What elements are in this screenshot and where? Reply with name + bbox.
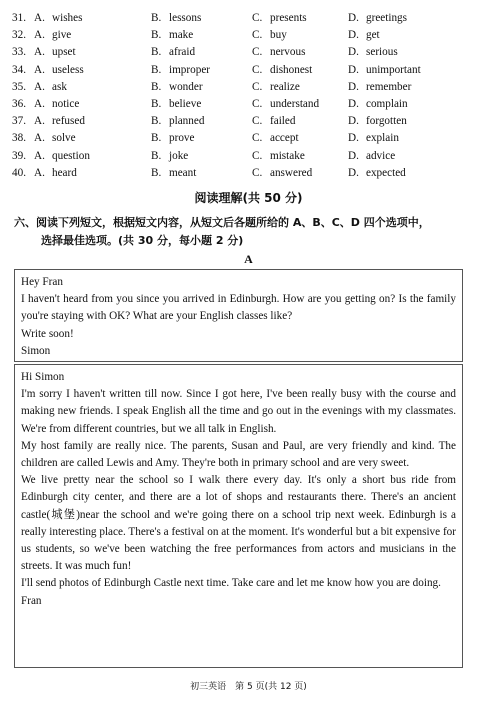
option-word: understand <box>270 97 320 110</box>
option-a <box>34 96 151 113</box>
option-letter: D. <box>348 132 359 145</box>
option-c <box>252 62 348 79</box>
option-d <box>348 10 468 27</box>
option-letter: A. <box>34 115 45 128</box>
instructions-line-1: 六、阅读下列短文，根据短文内容，从短文后各题所给的 A、B、C、D 四个选项中， <box>14 216 430 229</box>
option-word: unimportant <box>366 63 421 76</box>
option-letter: B. <box>151 166 162 179</box>
option-letter: D. <box>348 46 359 59</box>
option-a <box>34 62 151 79</box>
option-letter: A. <box>34 46 45 59</box>
option-letter: D. <box>348 63 359 76</box>
option-letter: A. <box>34 97 45 110</box>
option-letter: C. <box>252 12 263 24</box>
option-word: believe <box>169 97 202 110</box>
option-letter: C. <box>252 29 263 42</box>
letter-signature: Fran <box>21 594 42 607</box>
option-c <box>252 148 348 165</box>
option-letter: B. <box>151 63 162 76</box>
option-word: advice <box>366 149 396 162</box>
option-letter: C. <box>252 115 263 128</box>
option-letter: A. <box>34 80 45 93</box>
letter-paragraph: My host family are really nice. The parents, Susan and Paul, are very friendly and kind. The children are called Lewis and Amy. They're both in primary school and are very sweet. <box>21 439 456 470</box>
letter-paragraph: I'll send photos of Edinburgh Castle next time. Take care and let me know how you are doing. <box>21 577 441 590</box>
option-row <box>12 148 487 165</box>
option-word: complain <box>366 97 408 110</box>
option-letter: D. <box>348 149 359 162</box>
option-c <box>252 44 348 61</box>
option-letter: B. <box>151 46 162 59</box>
option-c <box>252 165 348 182</box>
option-row <box>12 96 487 113</box>
option-word: forgotten <box>366 115 407 128</box>
option-word: ask <box>52 80 67 93</box>
option-word: improper <box>169 63 211 76</box>
option-word: notice <box>52 97 80 110</box>
option-word: greetings <box>366 12 408 24</box>
instructions <box>14 214 487 250</box>
option-word: meant <box>169 166 197 179</box>
option-word: wishes <box>52 12 83 24</box>
option-word: explain <box>366 132 399 145</box>
option-b <box>151 62 252 79</box>
option-c <box>252 79 348 96</box>
option-c <box>252 10 348 27</box>
option-letter: D. <box>348 80 359 93</box>
option-letter: C. <box>252 46 263 59</box>
option-word: presents <box>270 12 307 24</box>
option-word: expected <box>366 166 406 179</box>
option-row <box>12 130 487 147</box>
option-d <box>348 62 468 79</box>
letter-signature: Simon <box>21 344 51 357</box>
letter-from-fran <box>14 364 463 668</box>
option-a <box>34 130 151 147</box>
option-word: upset <box>52 46 76 59</box>
question-number: 31. <box>12 12 26 24</box>
option-d <box>348 148 468 165</box>
option-d <box>348 96 468 113</box>
option-letter: A. <box>34 132 45 145</box>
option-word: heard <box>52 166 77 179</box>
option-word: mistake <box>270 149 305 162</box>
option-c <box>252 130 348 147</box>
option-word: make <box>169 29 194 42</box>
option-b <box>151 130 252 147</box>
option-letter: B. <box>151 12 162 24</box>
letter-paragraph: I haven't heard from you since you arrived in Edinburgh. How are you getting on? Is the family you're staying with OK? What are your English classes like? <box>21 293 456 323</box>
option-d <box>348 44 468 61</box>
option-word: answered <box>270 166 313 179</box>
option-b <box>151 27 252 44</box>
option-word: afraid <box>169 46 196 59</box>
option-word: serious <box>366 46 398 59</box>
letter-greeting: Hi Simon <box>21 371 65 383</box>
option-b <box>151 10 252 27</box>
instructions-line-2: 选择最佳选项。(共 30 分，每小题 2 分) <box>41 234 244 247</box>
option-letter: D. <box>348 12 359 24</box>
option-b <box>151 148 252 165</box>
option-letter: A. <box>34 29 45 42</box>
option-a <box>34 148 151 165</box>
option-word: question <box>52 149 90 162</box>
option-letter: D. <box>348 166 359 179</box>
letter-paragraph: We live pretty near the school so I walk there every day. It's only a short bus ride from Edinburgh city center, and there are a lot of shops and restaurants there. There's an ancient castle(城堡)near the school and we're going there on a school trip next week. Edinburgh is a really interesting place. There's a festival on at the moment. It's wonderful but a bit expensive for us students, so we've been watching the free performances from actors and musicians in the streets. It was much fun! <box>21 474 456 573</box>
option-b <box>151 165 252 182</box>
option-letter: C. <box>252 149 263 162</box>
option-word: remember <box>366 80 412 93</box>
option-b <box>151 79 252 96</box>
option-letter: A. <box>34 149 45 162</box>
option-word: accept <box>270 132 299 145</box>
option-word: realize <box>270 80 300 93</box>
letter-paragraph: I'm sorry I haven't written till now. Since I got here, I've been really busy with the course and making new friends. I speak English all the time and go out in the evenings with my classmates. We're from different countries, but we all talk in English. <box>21 388 456 435</box>
option-row <box>12 10 487 27</box>
option-d <box>348 113 468 130</box>
question-number: 33. <box>12 46 26 59</box>
option-letter: D. <box>348 29 359 42</box>
option-d <box>348 165 468 182</box>
question-number: 39. <box>12 149 26 162</box>
option-letter: C. <box>252 80 263 93</box>
option-letter: C. <box>252 166 263 179</box>
option-row <box>12 62 487 79</box>
option-letter: B. <box>151 149 162 162</box>
option-b <box>151 44 252 61</box>
question-number: 32. <box>12 29 26 42</box>
option-word: joke <box>169 149 189 162</box>
option-a <box>34 79 151 96</box>
option-d <box>348 27 468 44</box>
question-number: 36. <box>12 97 26 110</box>
question-number: 35. <box>12 80 26 93</box>
option-word: lessons <box>169 12 202 24</box>
option-letter: B. <box>151 132 162 145</box>
option-letter: A. <box>34 63 45 76</box>
option-row <box>12 44 487 61</box>
option-letter: B. <box>151 80 162 93</box>
option-a <box>34 165 151 182</box>
question-number: 34. <box>12 63 26 76</box>
option-letter: B. <box>151 115 162 128</box>
option-row <box>12 79 487 96</box>
option-word: planned <box>169 115 205 128</box>
option-c <box>252 96 348 113</box>
letter-greeting: Hey Fran <box>21 276 63 288</box>
option-row <box>12 165 487 182</box>
letter-from-simon <box>14 269 463 362</box>
option-letter: C. <box>252 132 263 145</box>
question-number: 38. <box>12 132 26 145</box>
option-a <box>34 44 151 61</box>
option-a <box>34 10 151 27</box>
option-letter: A. <box>34 12 45 24</box>
section-title: 阅读理解(共 50 分) <box>194 191 303 205</box>
option-c <box>252 27 348 44</box>
option-row <box>12 27 487 44</box>
option-letter: A. <box>34 166 45 179</box>
option-word: get <box>366 29 380 42</box>
option-b <box>151 96 252 113</box>
option-word: refused <box>52 115 85 128</box>
option-d <box>348 79 468 96</box>
option-d <box>348 130 468 147</box>
option-word: wonder <box>169 80 203 93</box>
option-a <box>34 27 151 44</box>
option-word: prove <box>169 132 195 145</box>
option-a <box>34 113 151 130</box>
option-word: failed <box>270 115 296 128</box>
option-letter: B. <box>151 97 162 110</box>
question-number: 37. <box>12 115 26 128</box>
option-letter: D. <box>348 97 359 110</box>
option-b <box>151 113 252 130</box>
option-letter: C. <box>252 97 263 110</box>
option-word: buy <box>270 29 287 42</box>
option-word: nervous <box>270 46 306 59</box>
option-word: dishonest <box>270 63 313 76</box>
passage-label: A <box>244 252 253 266</box>
question-number: 40. <box>12 166 26 179</box>
option-row <box>12 113 487 130</box>
answer-options <box>12 10 487 182</box>
option-letter: D. <box>348 115 359 128</box>
page-footer: 初三英语 第 5 页(共 12 页) <box>190 682 307 692</box>
option-word: useless <box>52 63 84 76</box>
option-word: give <box>52 29 72 42</box>
option-letter: B. <box>151 29 162 42</box>
option-word: solve <box>52 132 76 145</box>
option-c <box>252 113 348 130</box>
letter-closing: Write soon! <box>21 327 74 340</box>
option-letter: C. <box>252 63 263 76</box>
